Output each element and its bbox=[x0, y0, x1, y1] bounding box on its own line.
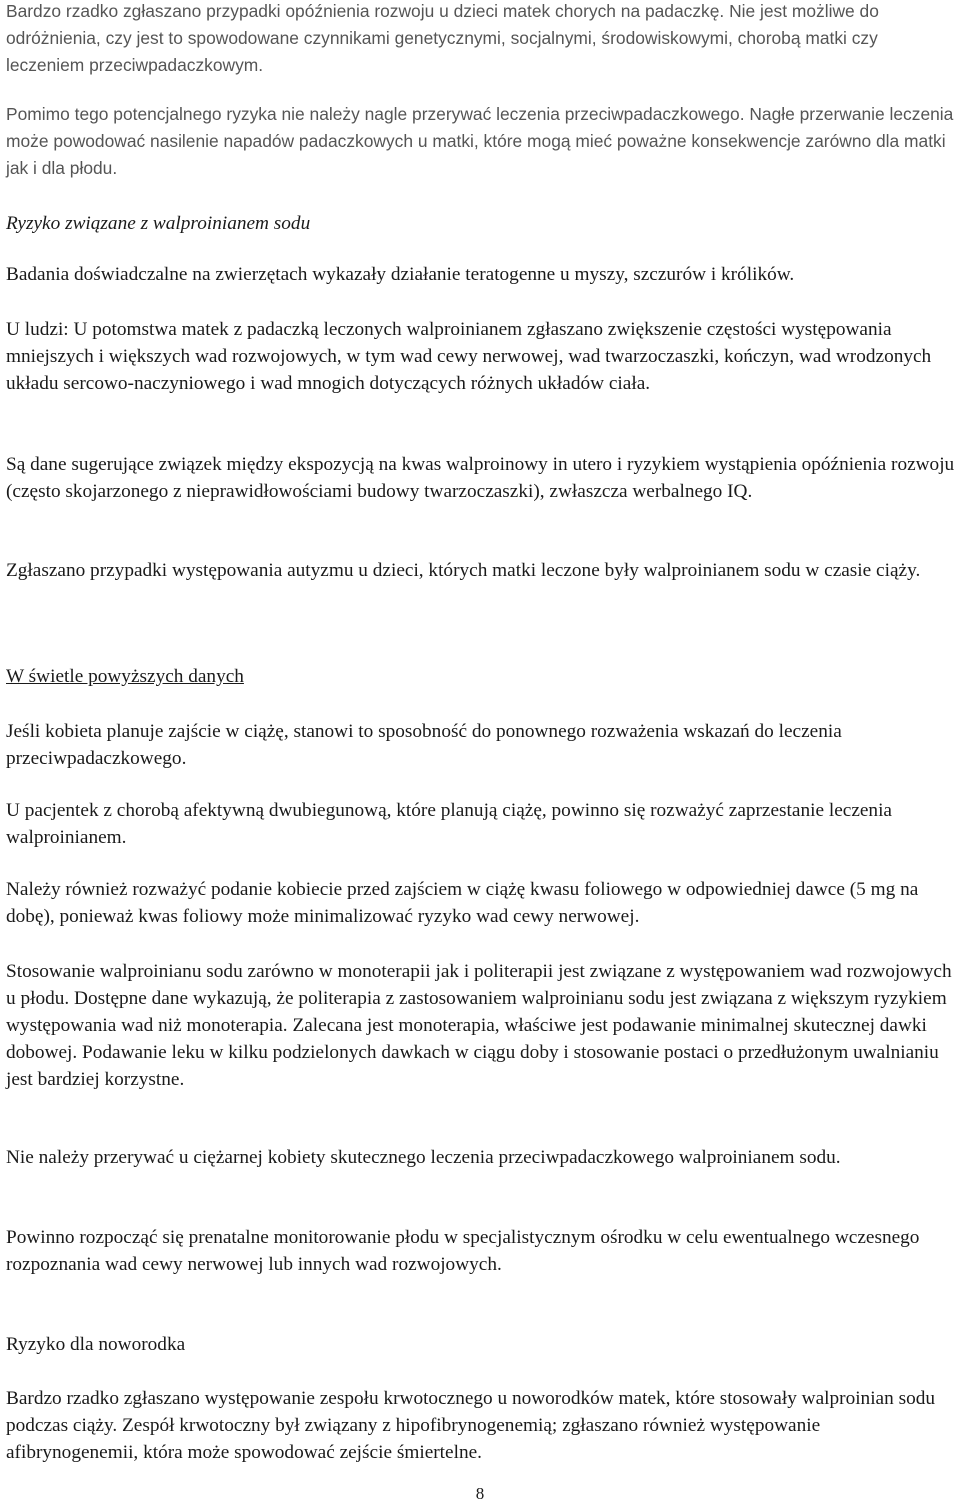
paragraph-human-malformations: U ludzi: U potomstwa matek z padaczką leczonych walproinianem zgłaszano zwiększenie częstości występowania mniejszych i większych wad rozwojowych, w tym wad cewy nerwowej, wad twarzoczaszki, kończyn, wad wrodzonych układu sercowo-naczyniowego i wad mnogich dotyczących różnych układów ciała. bbox=[6, 319, 932, 394]
paragraph-folic-acid: Należy również rozważyć podanie kobiecie przed zajściem w ciążę kwasu foliowego w odpowiedniej dawce (5 mg na dobę), ponieważ kwas foliowy może minimalizować ryzyko wad cewy nerwowej. bbox=[6, 879, 919, 927]
paragraph-planning-pregnancy: Jeśli kobieta planuje zajście w ciążę, stanowi to sposobność do ponownego rozważenia wskazań do leczenia przeciwpadaczkowego. bbox=[6, 721, 842, 769]
paragraph-do-not-stop-treatment: Pomimo tego potencjalnego ryzyka nie należy nagle przerywać leczenia przeciwpadaczkowego. Nagłe przerwanie leczenia może powodować nasilenie napadów padaczkowych u matki, które mogą mieć poważne konsekwencje zarówno dla matki jak i dla płodu. bbox=[6, 104, 954, 178]
page-number: 8 bbox=[475, 1484, 485, 1503]
paragraph-bipolar-patients: U pacjentek z chorobą afektywną dwubiegunową, które planują ciążę, powinno się rozważyć zaprzestanie leczenia walproinianem. bbox=[6, 800, 892, 848]
paragraph-developmental-delay: Bardzo rzadko zgłaszano przypadki opóźnienia rozwoju u dzieci matek chorych na padaczkę. Nie jest możliwe do odróżnienia, czy jest to spowodowane czynnikami genetycznymi, socjalnymi, środowiskowymi, chorobą matki czy leczeniem przeciwpadaczkowym. bbox=[6, 1, 879, 75]
paragraph-iq-risk: Są dane sugerujące związek między ekspozycją na kwas walproinowy in utero i ryzykiem wystąpienia opóźnienia rozwoju (często skojarzonego z nieprawidłowościami budowy twarzoczaszki), zwłaszcza werbalnego IQ. bbox=[6, 454, 955, 502]
heading-newborn-risk: Ryzyko dla noworodka bbox=[6, 1334, 186, 1355]
paragraph-prenatal-monitoring: Powinno rozpocząć się prenatalne monitorowanie płodu w specjalistycznym ośrodku w celu ewentualnego wczesnego rozpoznania wad cewy nerwowej lub innych wad rozwojowych. bbox=[6, 1227, 920, 1275]
heading-in-light-of-data: W świetle powyższych danych bbox=[6, 666, 244, 687]
paragraph-animal-studies: Badania doświadczalne na zwierzętach wykazały działanie teratogenne u myszy, szczurów i królików. bbox=[6, 264, 795, 285]
paragraph-do-not-interrupt: Nie należy przerywać u ciężarnej kobiety skutecznego leczenia przeciwpadaczkowego walproinianem sodu. bbox=[6, 1147, 841, 1168]
heading-valproate-risk: Ryzyko związane z walproinianem sodu bbox=[6, 213, 311, 234]
paragraph-hemorrhagic-syndrome: Bardzo rzadko zgłaszano występowanie zespołu krwotocznego u noworodków matek, które stosowały walproinian sodu podczas ciąży. Zespół krwotoczny był związany z hipofibrynogenemią; zgłaszano również występowanie afibrynogenemii, która może spowodować zejście śmiertelne. bbox=[6, 1388, 936, 1463]
paragraph-monotherapy: Stosowanie walproinianu sodu zarówno w monoterapii jak i politerapii jest związane z występowaniem wad rozwojowych u płodu. Dostępne dane wykazują, że politerapia z zastosowaniem walproinianu sodu jest związana z większym ryzykiem występowania wad niż monoterapia. Zalecana jest monoterapia, właściwe jest podawanie minimalnej skutecznej dawki dobowej. Podawanie leku w kilku podzielonych dawkach w ciągu doby i stosowanie postaci o przedłużonym uwalnianiu jest bardziej korzystne. bbox=[6, 961, 952, 1090]
paragraph-autism: Zgłaszano przypadki występowania autyzmu u dzieci, których matki leczone były walproinianem sodu w czasie ciąży. bbox=[6, 560, 921, 581]
